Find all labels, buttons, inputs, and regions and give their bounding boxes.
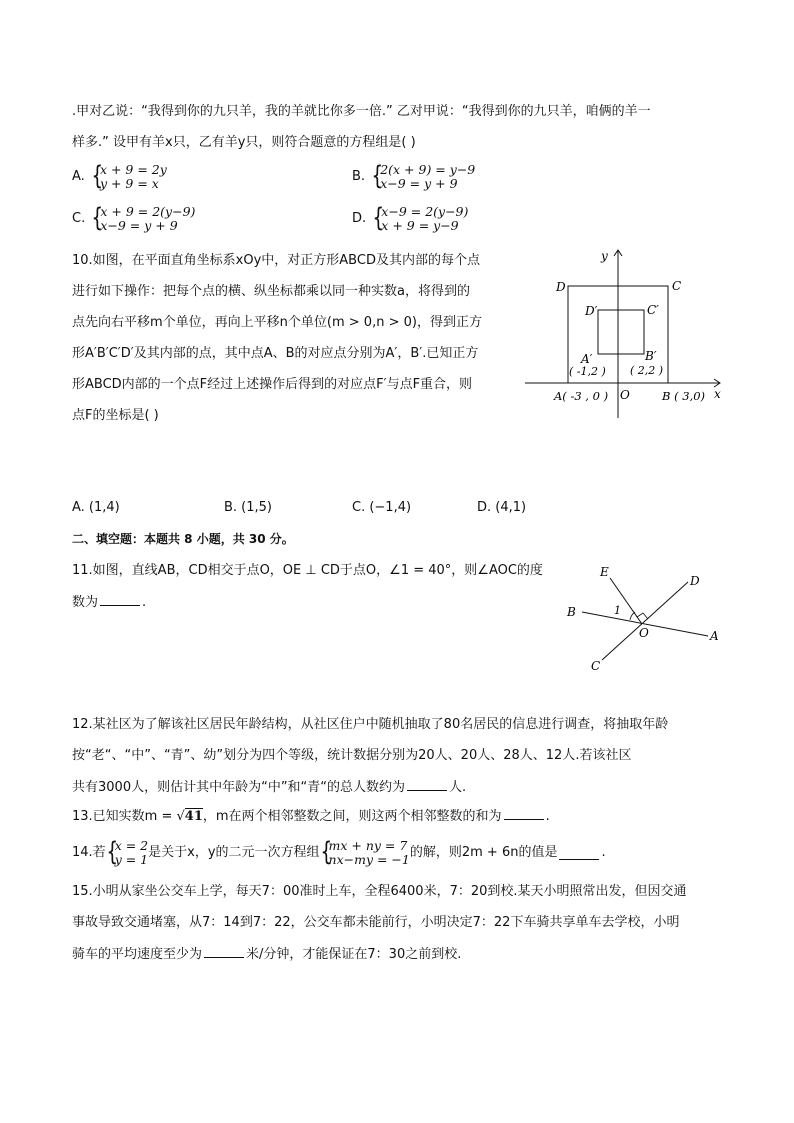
q10-line2: 进行如下操作：把每个点的横、纵坐标都乘以同一种实数a，将得到的 xyxy=(72,284,470,299)
q15-line2: 事故导致交通堵塞，从7：14到7：22，公交车都未能前行，小明决定7：22下车骑共享单车去学校，小明 xyxy=(72,915,680,930)
equation-system: { x + 9 = 2(y−9) x−9 = y + 9 xyxy=(91,205,195,233)
q15-line1: 15.小明从家坐公交车上学，每天7：00准时上车，全程6400米，7：20到校.某天小明照常出发，但因交通 xyxy=(72,884,687,899)
option-label: B. xyxy=(352,169,366,184)
answer-blank xyxy=(559,847,599,860)
q10-option-a: A. (1,4) xyxy=(72,500,120,515)
q12-text: 共有3000人，则估计其中年龄为“中”和“青“的总人数约为 xyxy=(72,780,406,795)
answer-blank xyxy=(504,807,544,820)
q11-line2 xyxy=(72,593,146,612)
label-angle-1: 1 xyxy=(614,604,621,617)
label-origin: O xyxy=(620,388,630,402)
q11-lines-figure xyxy=(560,560,740,680)
q10-line6: 点F的坐标是( ) xyxy=(72,408,159,423)
q11-text-end: . xyxy=(142,595,147,610)
label-a: A xyxy=(710,629,719,643)
equation-system: { 2(x + 9) = y−9 x−9 = y + 9 xyxy=(371,163,475,191)
q9-option-b xyxy=(352,163,475,191)
q14-text: 14.若 xyxy=(72,845,106,860)
q10-option-c: C. (−1,4) xyxy=(352,500,412,515)
q10-coordinate-figure xyxy=(520,240,730,420)
solution-system: { x = 2 y = 1 xyxy=(106,839,148,867)
square-a2b2c2d2 xyxy=(598,310,644,354)
radicand: 41 xyxy=(184,809,203,824)
q14-text-mid: 是关于x，y的二元一次方程组 xyxy=(148,845,320,860)
label-o: O xyxy=(639,626,649,640)
equation-system: { x + 9 = 2y y + 9 = x xyxy=(91,163,167,191)
label-a-prime-coord: ( -1,2 ) xyxy=(569,365,606,378)
label-d: D xyxy=(556,280,566,294)
q9-line2: 样多.” 设甲有羊x只，乙有羊y只，则符合题意的方程组是( ) xyxy=(72,135,416,150)
q10-line4: 形A′B′C′D′及其内部的点，其中点A、B的对应点分别为A′，B′.已知正方 xyxy=(72,346,479,361)
q10-line5: 形ABCD内部的一个点F经过上述操作后得到的对应点F′与点F重合，则 xyxy=(72,377,473,392)
option-label: A. xyxy=(72,169,85,184)
label-c-prime: C′ xyxy=(647,303,659,317)
answer-blank xyxy=(204,945,244,958)
q11-line1: 11.如图，直线AB，CD相交于点O，OE ⊥ CD于点O，∠1 = 40°，则∠AOC的度 xyxy=(72,563,543,578)
option-label: D. xyxy=(352,211,367,226)
q9-option-c xyxy=(72,205,195,233)
q9-option-d xyxy=(352,205,468,233)
q14-line xyxy=(72,838,606,869)
sqrt-symbol: √ xyxy=(176,809,185,824)
q9-option-a xyxy=(72,163,167,191)
q14-text-after: 的解，则2m + 6n的值是 xyxy=(409,845,558,860)
q10-line3: 点先向右平移m个单位，再向上平移n个单位(m > 0,n > 0)，得到正方 xyxy=(72,315,482,330)
right-angle-mark xyxy=(637,613,648,619)
q13-line xyxy=(72,807,550,826)
label-b-prime-coord: ( 2,2 ) xyxy=(630,364,664,377)
q11-text: 数为 xyxy=(72,595,99,610)
q14-text-end: . xyxy=(601,845,606,860)
answer-blank xyxy=(100,593,140,606)
label-b-coord: B ( 3,0) xyxy=(662,389,706,403)
label-c: C xyxy=(591,659,601,673)
q12-line1: 12.某社区为了解该社区居民年龄结构，从社区住户中随机抽取了80名居民的信息进行调查，将抽取年龄 xyxy=(72,717,669,732)
section-heading: 二、填空题：本题共 8 小题，共 30 分。 xyxy=(72,532,294,546)
q10-option-b: B. (1,5) xyxy=(224,500,273,515)
q12-text-end: 人. xyxy=(449,780,467,795)
q12-line3 xyxy=(72,778,466,797)
q13-text-end: . xyxy=(545,809,550,824)
label-a-prime: A′ xyxy=(581,352,593,366)
label-d-prime: D′ xyxy=(585,304,598,318)
q12-line2: 按“老“、“中”、“青”、幼”划分为四个等级，统计数据分别为20人、20人、28人、12人.若该社区 xyxy=(72,748,632,763)
equation-system: { x−9 = 2(y−9) x + 9 = y−9 xyxy=(372,205,468,233)
option-label: C. xyxy=(72,211,86,226)
q13-text: 13.已知实数m = xyxy=(72,809,177,824)
q15-text: 骑车的平均速度至少为 xyxy=(72,947,203,962)
line-cd xyxy=(602,582,688,660)
x-axis-label: x xyxy=(714,387,721,401)
label-c: C xyxy=(672,279,682,293)
label-b-prime: B′ xyxy=(645,349,657,363)
label-e: E xyxy=(600,565,609,579)
label-a-coord: A( -3 , 0 ) xyxy=(554,389,609,403)
q10-option-d: D. (4,1) xyxy=(477,500,527,515)
label-b: B xyxy=(567,605,576,619)
q13-text-mid: ，m在两个相邻整数之间，则这两个相邻整数的和为 xyxy=(202,809,502,824)
q10-line1: 10.如图，在平面直角坐标系xOy中，对正方形ABCD及其内部的每个点 xyxy=(72,253,480,268)
equation-system: { mx + ny = 7 nx−my = −1 xyxy=(320,839,410,867)
label-d: D xyxy=(690,574,700,588)
q15-text-end: 米/分钟，才能保证在7：30之前到校. xyxy=(246,947,462,962)
answer-blank xyxy=(407,778,447,791)
q15-line3 xyxy=(72,945,461,964)
y-axis-label: y xyxy=(601,249,608,263)
q9-line1: .甲对乙说：“我得到你的九只羊，我的羊就比你多一倍.” 乙对甲说：“我得到你的九只羊，咱俩的羊一 xyxy=(72,104,651,119)
